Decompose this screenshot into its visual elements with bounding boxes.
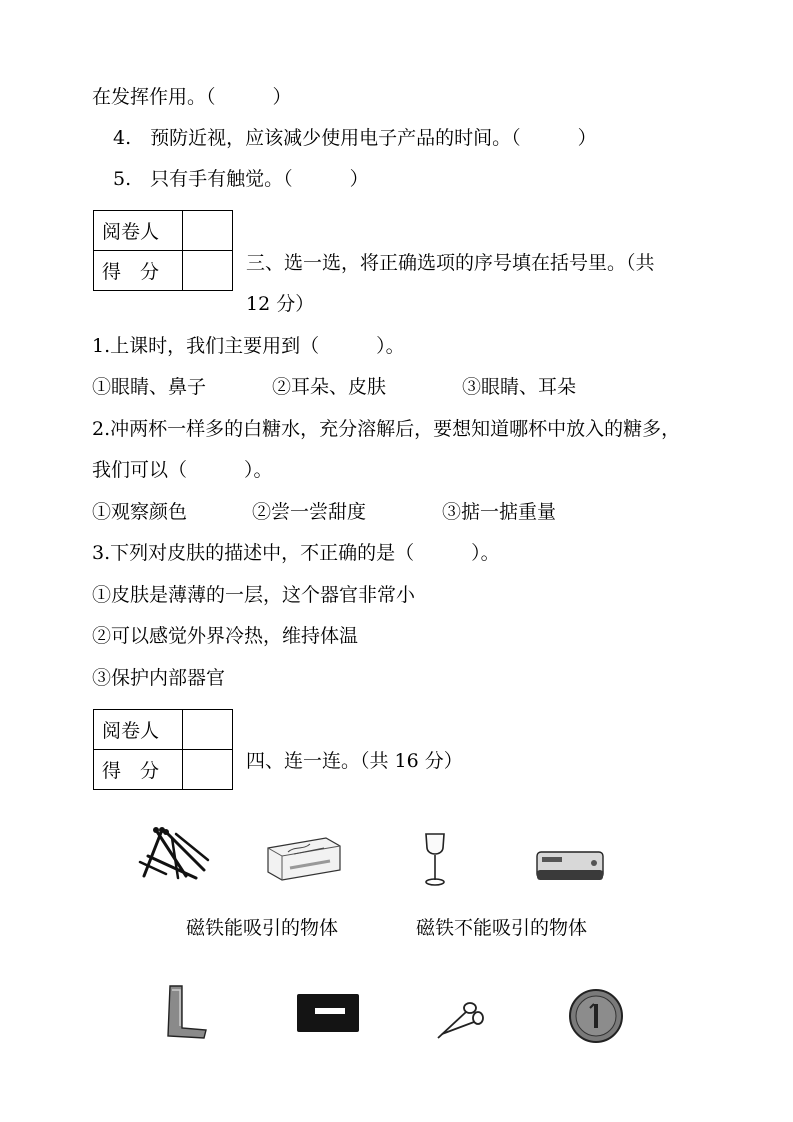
bookend-icon[interactable]: [160, 984, 210, 1042]
s3-q1-option-3: ③眼睛、耳朵: [462, 376, 577, 398]
s3-q3-option-1: ①皮肤是薄薄的一层，这个器官非常小: [92, 584, 416, 606]
card-icon[interactable]: [295, 992, 361, 1034]
s3-q1-option-2: ②耳朵、皮肤: [272, 376, 387, 398]
category-attract-label: 磁铁能吸引的物体: [186, 917, 339, 939]
s3-q3-option-3: ③保护内部器官: [92, 667, 226, 689]
reviewer-label: 阅卷人: [94, 211, 183, 251]
s3-question-3: 3.下列对皮肤的描述中，不正确的是（ ）。: [92, 542, 500, 564]
s3-q2-option-1: ①观察颜色: [92, 501, 188, 523]
question-4: 4. 预防近视，应该减少使用电子产品的时间。（ ）: [113, 127, 597, 149]
nails-icon[interactable]: [136, 826, 214, 884]
section-4-heading: 四、连一连。（共 16 分）: [246, 750, 463, 772]
question-5: 5. 只有手有触觉。（ ）: [113, 168, 369, 190]
reviewer-label: 阅卷人: [94, 710, 183, 750]
reviewer-field[interactable]: [183, 710, 233, 750]
score-label: 得 分: [94, 251, 183, 291]
s3-q1-option-1: ①眼睛、鼻子: [92, 376, 207, 398]
eraser-icon[interactable]: [264, 834, 344, 884]
s3-q3-option-2: ②可以感觉外界冷热，维持体温: [92, 625, 359, 647]
s3-question-2-cont: 我们可以（ ）。: [92, 459, 273, 481]
category-not-attract-label: 磁铁不能吸引的物体: [416, 917, 588, 939]
score-field[interactable]: [183, 750, 233, 790]
reviewer-field[interactable]: [183, 211, 233, 251]
section-3-heading: 三、选一选，将正确选项的序号填在括号里。（共: [246, 252, 655, 274]
s3-question-2: 2.冲两杯一样多的白糖水，充分溶解后，要想知道哪杯中放入的糖多，: [92, 418, 681, 440]
score-field[interactable]: [183, 251, 233, 291]
wine-glass-icon[interactable]: [420, 832, 450, 888]
s3-q2-option-2: ②尝一尝甜度: [252, 501, 367, 523]
coin-icon[interactable]: [568, 988, 624, 1044]
score-box: [93, 210, 233, 291]
score-box: [93, 709, 233, 790]
s3-question-1: 1.上课时，我们主要用到（ ）。: [92, 335, 405, 357]
question-continuation: 在发挥作用。（ ）: [92, 86, 292, 108]
section-3-heading-cont: 12 分）: [246, 293, 315, 315]
pencil-case-icon[interactable]: [534, 846, 606, 886]
s3-q2-option-3: ③掂一掂重量: [442, 501, 557, 523]
score-label: 得 分: [94, 750, 183, 790]
scissors-icon[interactable]: [434, 1000, 484, 1042]
